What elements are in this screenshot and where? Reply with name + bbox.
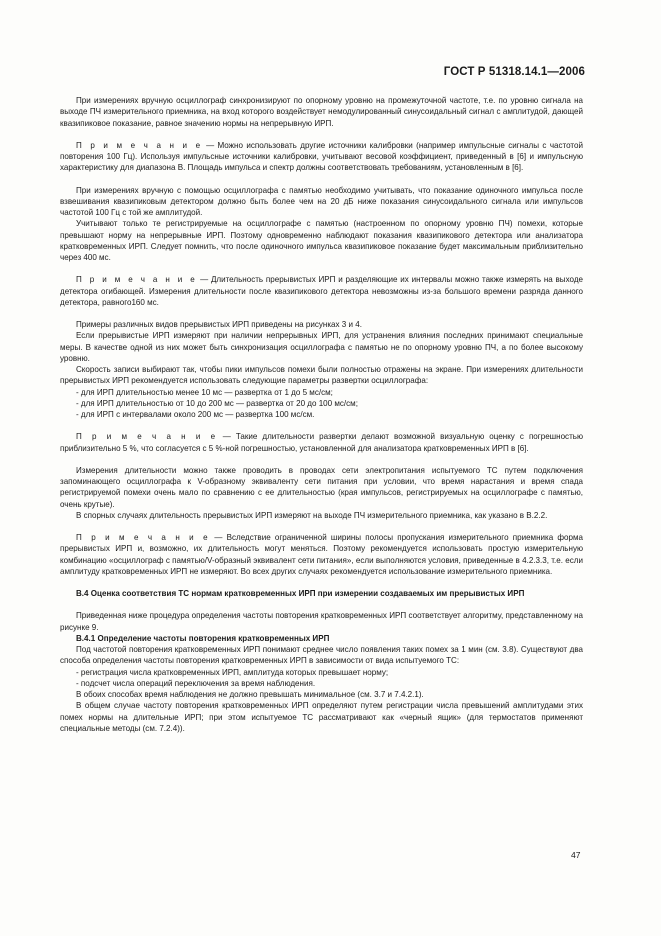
list-item: - регистрация числа кратковременных ИРП, амплитуда которых превышает норму; xyxy=(76,667,389,677)
paragraph: В обоих способах время наблюдения не должно превышать минимальное (см. 3.7 и 7.4.2.1). xyxy=(76,690,424,699)
page-number: 47 xyxy=(571,850,581,860)
list-item: - для ИРП с интервалами около 200 мс — развертка 100 мс/см. xyxy=(76,410,315,419)
note-paragraph: П р и м е ч а н и е — Такие длительности развертки делают возможной визуальную оценку с погрешностью приблизительно 5 %, что согласуется с 5 %-ной погрешностью, установленной для анализатора кратковременных ИРП в [6]. xyxy=(60,432,583,453)
note-label: П р и м е ч а н и е xyxy=(76,533,211,542)
paragraph: Приведенная ниже процедура определения частоты повторения кратковременных ИРП соответствует алгоритму, представленному на рисунке 9. xyxy=(60,611,583,632)
note-label: П р и м е ч а н и е xyxy=(76,140,203,150)
note-paragraph: П р и м е ч а н и е — Вследствие ограниченной ширины полосы пропускания измерительного приемника форма прерывистых ИРП и, возможно, их длительность могут меняться. Поэтому рекомендуется использовать простую измерительную комбинацию «осциллограф с памятью/V-образный эквивалент сети питания», если выполняются условия, приведенные в 4.2.3.3, т.е. если амплитуду кратковременных ИРП не измеряют. Во всех других случаях рекомендуется использование измерительного приемника. xyxy=(60,533,583,576)
paragraph: Под частотой повторения кратковременных ИРП понимают среднее число появления таких помех за 1 мин (см. 3.8). Существуют два способа определения частоты повторения кратковременных ИРП в зависимости от вида испытуемого ТС: xyxy=(60,645,583,666)
section-heading-b4: В.4 Оценка соответствия ТС нормам кратковременных ИРП при измерении создаваемых им прерывистых ИРП xyxy=(76,589,525,598)
paragraph: Примеры различных видов прерывистых ИРП приведены на рисунках 3 и 4. xyxy=(76,320,362,329)
note-label: П р и м е ч а н и е xyxy=(76,432,218,442)
note-label: П р и м е ч а н и е xyxy=(76,275,198,285)
paragraph: В общем случае частоту повторения кратковременных ИРП определяют путем регистрации числа превышений амплитудами этих помех нормы на длительные ИРП; при этом испытуемое ТС рассматривают как «черный ящик» (для термостатов применяют специальные методы (см. 7.2.4)). xyxy=(60,701,583,733)
list-item: - для ИРП длительностью менее 10 мс — развертка от 1 до 5 мс/см; xyxy=(76,387,333,397)
section-heading-b41: В.4.1 Определение частоты повторения кратковременных ИРП xyxy=(76,633,330,643)
paragraph: Измерения длительности можно также проводить в проводах сети электропитания испытуемого ТС путем подключения запоминающего осциллографа к V-образному эквиваленту сети питания при условии, что время нарастания и время спада регистрируемой помехи очень мало по сравнению с ее длительностью (края импульсов, регистрируемых на осциллографе с памятью, очень крутые). xyxy=(60,465,583,509)
paragraph: При измерениях вручную с помощью осциллографа с памятью необходимо учитывать, что показание одиночного импульса после взвешивания квазипиковым детектором должно быть более чем на 20 дБ ниже показания синусоидального сигнала или импульсов частотой 100 Гц с той же амплитудой. xyxy=(60,185,583,217)
list-item: - подсчет числа операций переключения за время наблюдения. xyxy=(76,678,316,688)
document-id-header: ГОСТ Р 51318.14.1—2006 xyxy=(443,66,585,78)
note-paragraph: П р и м е ч а н и е — Можно использовать другие источники калибровки (например импульсные сигналы с частотой повторения 100 Гц). Используя импульсные источники калибровки, учитывают весовой коэффициент, приведенный в [6] и импульсную характеристику для диапазона В. Площадь импульса и спектр должны соответствовать требованиям, установленным в [6]. xyxy=(60,140,583,173)
paragraph: При измерениях вручную осциллограф синхронизируют по опорному уровню на промежуточной частоте, т.е. по уровню сигнала на выходе ПЧ измерительного приемника, на вход которого воздействует немодулированный синусоидальный сигнал с амплитудой, дающей квазипиковое показание, равное значению нормы на непрерывную ИРП. xyxy=(60,96,583,128)
paragraph: Если прерывистые ИРП измеряют при наличии непрерывных ИРП, для устранения влияния последних принимают специальные меры. В качестве одной из них может быть синхронизация осциллографа с памятью не по опорному уровню ПЧ, а по более высокому уровню. xyxy=(60,331,583,363)
page-body xyxy=(60,95,583,734)
paragraph: В спорных случаях длительность прерывистых ИРП измеряют на выходе ПЧ измерительного приемника, как указано в В.2.2. xyxy=(76,510,548,520)
list-item: - для ИРП длительностью от 10 до 200 мс — развертка от 20 до 100 мс/см; xyxy=(76,398,358,408)
paragraph: Учитывают только те регистрируемые на осциллографе с памятью (настроенном по опорному уровню ПЧ) помехи, которые превышают норму на непрерывные ИРП. Поэтому одновременно наблюдают показания квазипикового детектора или анализатора кратковременных ИРП. Следует помнить, что после одиночного импульса квазипиковое показание будет максимальным приблизительно через 400 мс. xyxy=(60,219,583,262)
paragraph: Скорость записи выбирают так, чтобы пики импульсов помехи были полностью отражены на экране. При измерениях длительности прерывистых ИРП рекомендуется использовать следующие параметры развертки осциллографа: xyxy=(60,365,583,386)
note-paragraph: П р и м е ч а н и е — Длительность прерывистых ИРП и разделяющие их интервалы можно также измерять на выходе детектора огибающей. Измерения длительности после квазипикового детектора невозможны из-за большого времени разряда данного детектора, равного160 мс. xyxy=(60,275,583,307)
